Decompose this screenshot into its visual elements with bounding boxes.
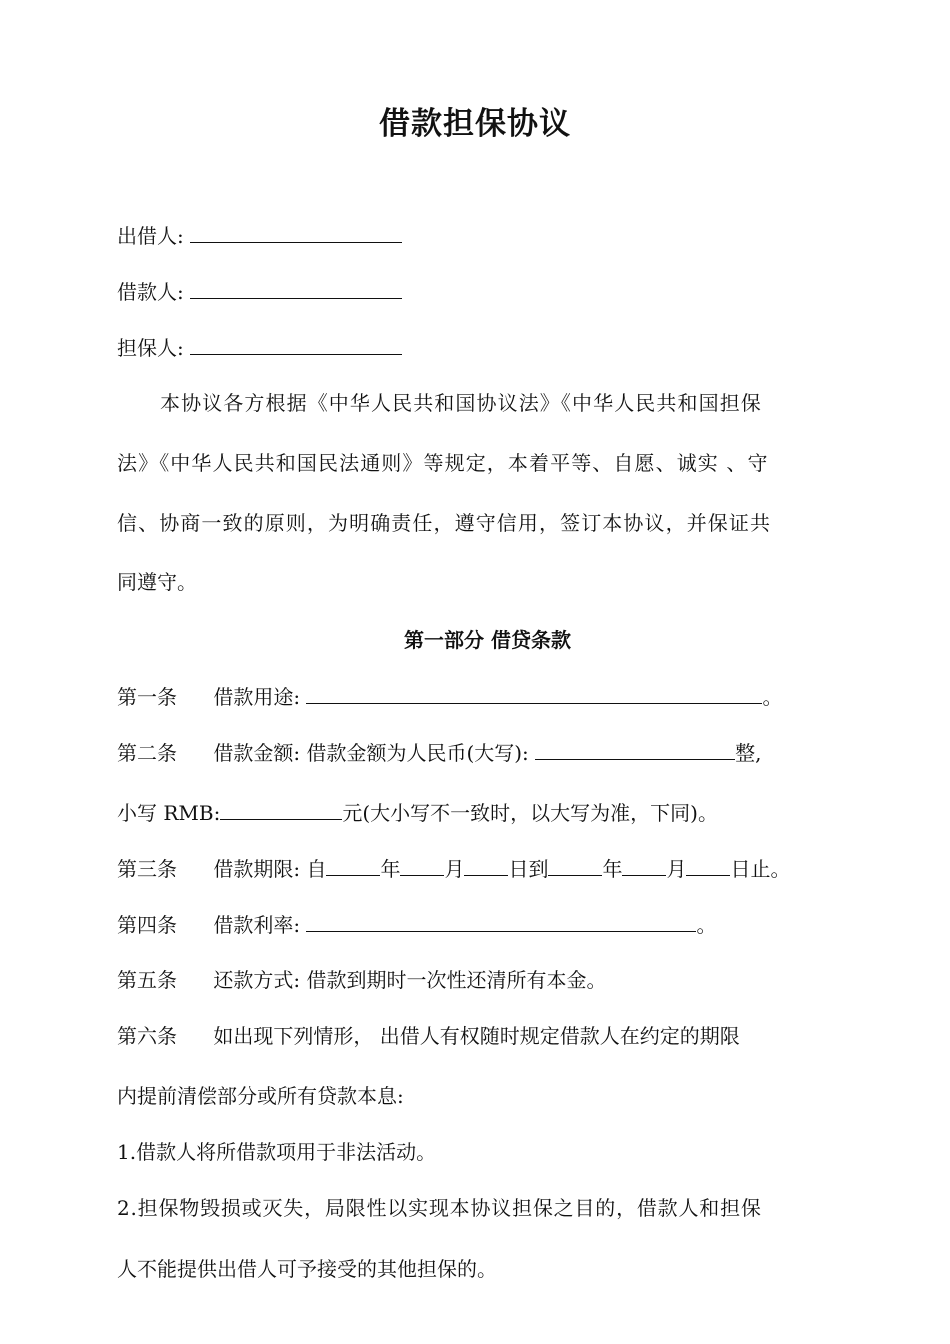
article-4 xyxy=(117,909,716,940)
year2-label: 年 xyxy=(602,857,623,881)
article-6 xyxy=(117,1021,740,1051)
article-2-end: 整, xyxy=(735,741,762,765)
article-4-text: 借款利率: xyxy=(213,913,301,937)
lender-line xyxy=(117,220,402,251)
item-1: 1.借款人将所借款项用于非法活动。 xyxy=(117,1140,437,1164)
month2-label: 月 xyxy=(666,857,687,881)
borrower-label: 借款人: xyxy=(117,280,184,304)
borrower-blank[interactable] xyxy=(190,276,402,299)
day-to-label: 日到 xyxy=(508,857,549,881)
year-label: 年 xyxy=(380,857,401,881)
guarantor-line xyxy=(117,332,402,363)
article-6-text: 如出现下列情形， 出借人有权随时规定借款人在约定的期限 xyxy=(213,1024,740,1048)
document-title: 借款担保协议 xyxy=(379,106,571,142)
preamble-line-3: 信、协商一致的原则，为明确责任，遵守信用，签订本协议，并保证共 xyxy=(117,511,772,535)
borrower-line xyxy=(117,276,402,307)
article-2-line-2 xyxy=(117,797,718,828)
preamble-line-2: 法》《中华人民共和国民法通则》等规定，本着平等、自愿、诚实 、守 xyxy=(117,451,769,475)
rmb-label: 小写 RMB: xyxy=(117,801,221,825)
item-2-line-2: 人不能提供出借人可予接受的其他担保的。 xyxy=(117,1257,497,1281)
interest-rate-blank[interactable] xyxy=(306,909,696,932)
article-2-number: 第二条 xyxy=(117,741,177,765)
lender-label: 出借人: xyxy=(117,224,184,248)
article-1-text: 借款用途: xyxy=(213,685,301,709)
section-title: 第一部分 借贷条款 xyxy=(404,628,571,652)
start-day-blank[interactable] xyxy=(464,853,508,876)
article-1-number: 第一条 xyxy=(117,685,177,709)
purpose-blank[interactable] xyxy=(306,681,762,704)
article-4-number: 第四条 xyxy=(117,913,177,937)
start-year-blank[interactable] xyxy=(326,853,380,876)
article-5-number: 第五条 xyxy=(117,968,177,992)
article-3-end: 日止。 xyxy=(730,857,791,881)
article-4-end: 。 xyxy=(696,913,717,937)
amount-capital-blank[interactable] xyxy=(535,737,735,760)
article-1-end: 。 xyxy=(762,685,783,709)
article-2 xyxy=(117,737,762,768)
month-label: 月 xyxy=(444,857,465,881)
article-5-text: 还款方式: 借款到期时一次性还清所有本金。 xyxy=(213,968,607,992)
lender-blank[interactable] xyxy=(190,220,402,243)
article-5 xyxy=(117,965,606,995)
article-1 xyxy=(117,681,782,712)
guarantor-blank[interactable] xyxy=(190,332,402,355)
article-3 xyxy=(117,853,790,884)
article-2-line2-end: 元(大小写不一致时，以大写为准，下同)。 xyxy=(342,801,718,825)
end-month-blank[interactable] xyxy=(622,853,666,876)
preamble-line-4: 同遵守。 xyxy=(117,570,197,594)
preamble-line-1: 本协议各方根据《中华人民共和国协议法》《中华人民共和国担保 xyxy=(160,391,762,415)
article-2-text: 借款金额: 借款金额为人民币(大写): xyxy=(213,741,529,765)
article-3-number: 第三条 xyxy=(117,857,177,881)
guarantor-label: 担保人: xyxy=(117,336,184,360)
start-month-blank[interactable] xyxy=(400,853,444,876)
article-6-number: 第六条 xyxy=(117,1024,177,1048)
article-6-line-2: 内提前清偿部分或所有贷款本息: xyxy=(117,1084,404,1108)
item-2-line-1: 2.担保物毁损或灭失，局限性以实现本协议担保之目的，借款人和担保 xyxy=(117,1196,762,1220)
amount-number-blank[interactable] xyxy=(220,797,342,820)
article-3-text: 借款期限: 自 xyxy=(213,857,327,881)
end-day-blank[interactable] xyxy=(686,853,730,876)
end-year-blank[interactable] xyxy=(548,853,602,876)
